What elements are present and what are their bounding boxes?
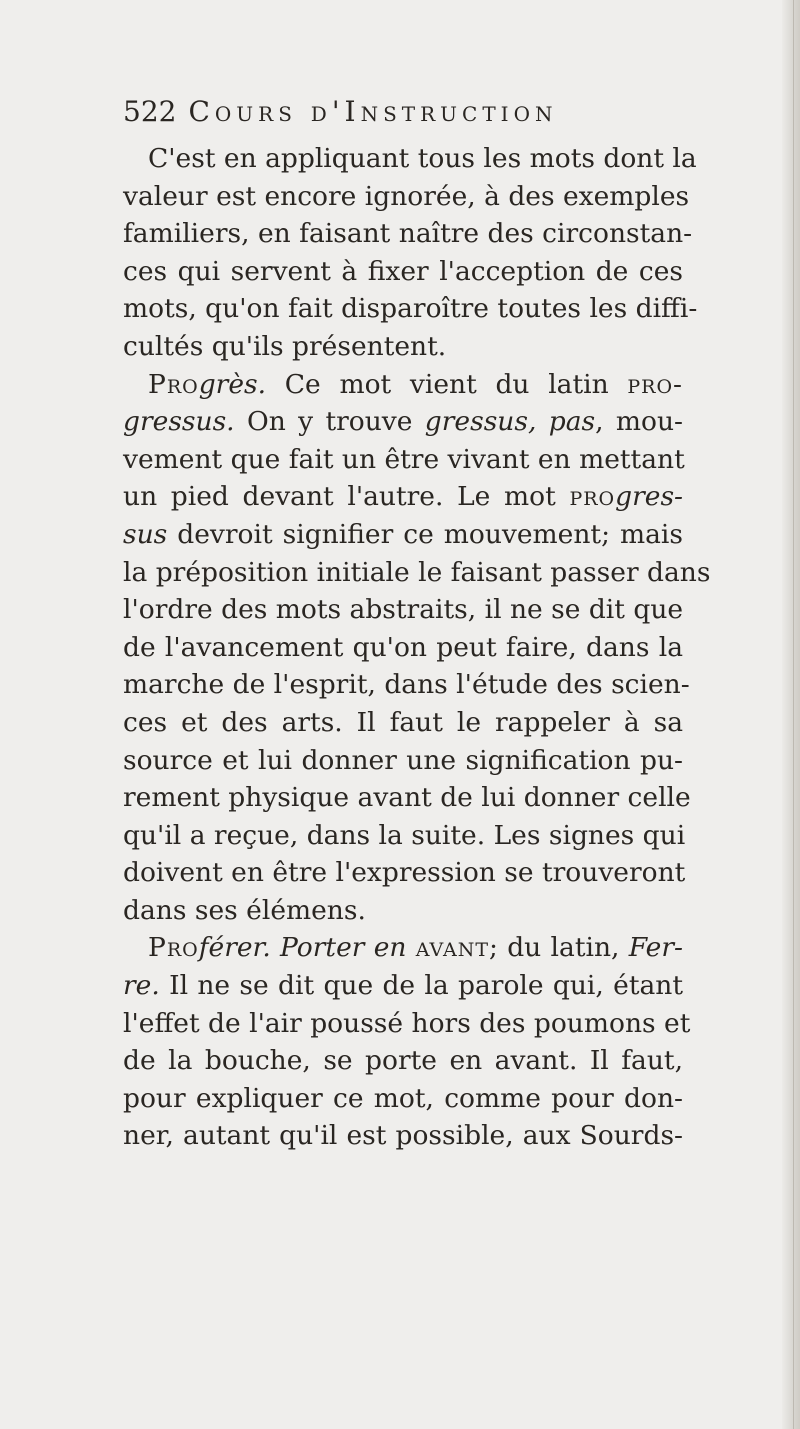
entry-line (123, 403, 683, 441)
entry-text-italic: Fer- (628, 932, 683, 964)
text-line: de la bouche, se porte en avant. Il faut, (123, 1045, 683, 1077)
entry-text: Il ne se dit que de la parole qui, étant (159, 970, 683, 1002)
text-line: familiers, en faisant naître des circonstan- (123, 218, 693, 250)
entry-line (123, 478, 683, 516)
text-line: qu'il a reçue, dans la suite. Les signes qui (123, 819, 686, 851)
entry-text-smallcaps: pro- (627, 368, 683, 400)
entry-line (123, 967, 683, 1005)
entry-text: un pied devant l'autre. Le mot (123, 481, 570, 513)
text-line: mots, qu'on fait disparoître toutes les diffi- (123, 293, 698, 325)
entry-text: ; du latin, (489, 932, 629, 964)
entry-text-italic: gressus, pas (424, 406, 596, 438)
text-line: marche de l'esprit, dans l'étude des scien- (123, 669, 690, 701)
running-header (123, 94, 683, 128)
text-line: valeur est encore ignorée, à des exemples (123, 180, 690, 212)
text-line: ces et des arts. Il faut le rappeler à sa (123, 706, 683, 738)
entry-text: Ce mot vient du latin (266, 368, 628, 400)
text-line: dans ses élémens. (123, 894, 366, 926)
entry-text: On y trouve (234, 406, 425, 438)
entry-text-italic: Porter en (280, 932, 407, 964)
text-line: C'est en appliquant tous les mots dont la (148, 143, 697, 174)
text-line: de l'avancement qu'on peut faire, dans la (123, 631, 683, 663)
text-line: ner, autant qu'il est possible, aux Sourds- (123, 1120, 683, 1152)
entry-line (123, 366, 683, 404)
text-line: pour expliquer ce mot, comme pour don- (123, 1082, 683, 1114)
entry-head-prefix: Pro (148, 368, 199, 400)
text-line: doivent en être l'expression se trouveront (123, 857, 686, 889)
running-title: Cours d'Instruction (188, 95, 558, 128)
entry-head-word: férer. (198, 932, 271, 964)
page-number: 522 (123, 95, 177, 128)
entry-text: devroit signifier ce mouvement; mais (167, 518, 683, 550)
page-edge-line (793, 0, 794, 1429)
text-line: ces qui servent à fixer l'acception de ces (123, 255, 683, 287)
entry-head-prefix: Pro (148, 932, 199, 964)
text-line: l'effet de l'air poussé hors des poumons et (123, 1007, 691, 1039)
entry-text-italic: re. (123, 970, 160, 1002)
entry-line (123, 516, 683, 554)
entry-text-italic: gres- (615, 481, 683, 513)
text-line: source et lui donner une signification pu- (123, 744, 683, 776)
text-line: vement que fait un être vivant en mettant (123, 443, 685, 475)
text-line: cultés qu'ils présentent. (123, 330, 447, 362)
entry-text-italic: gressus. (123, 406, 235, 438)
entry-text-smallcaps: pro (569, 481, 616, 513)
entry-text-smallcaps: avant (415, 932, 489, 964)
entry-line (123, 929, 683, 967)
entry-text-italic: sus (123, 518, 168, 550)
text-line: l'ordre des mots abstraits, il ne se dit que (123, 594, 684, 626)
entry-text: , mou- (595, 406, 684, 438)
text-line: rement physique avant de lui donner celle (123, 782, 691, 814)
page-edge (782, 0, 800, 1429)
text-line: la préposition initiale le faisant passer dans (123, 556, 711, 588)
entry-head-word: grès. (198, 368, 267, 400)
page-body (123, 140, 711, 1155)
